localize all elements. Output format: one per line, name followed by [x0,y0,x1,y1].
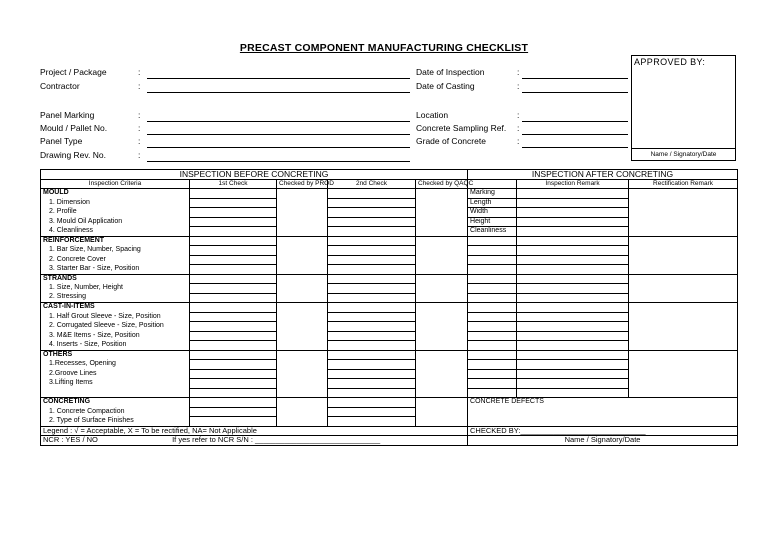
colon: : [517,110,520,120]
table-row [41,255,738,265]
colon: : [138,81,141,91]
contractor-field[interactable] [147,92,410,93]
section-reinforcement: REINFORCEMENT [41,236,190,246]
panel-type-label: Panel Type [40,136,83,146]
table-row [41,293,738,303]
remark-cell[interactable] [517,322,629,332]
signatory: Name / Signatory/Date [468,436,738,446]
criteria-item: 2. Concrete Cover [41,255,190,265]
table-row [41,189,738,199]
criteria-item: 2. Stressing [41,293,190,303]
table-row [41,417,738,427]
remark-cell[interactable] [517,331,629,341]
section-concreting: CONCRETING [41,398,190,408]
remark-cell[interactable] [517,293,629,303]
location-label: Location [416,110,449,120]
colon: : [138,136,141,146]
remark-cell[interactable] [517,227,629,237]
table-row [41,265,738,275]
check2-cell[interactable] [328,217,416,227]
colon: : [517,67,520,77]
mould-pallet-field[interactable] [147,134,410,135]
check1-cell[interactable] [190,208,277,218]
table-row [41,198,738,208]
qaqc-cell[interactable] [416,189,468,199]
table-row [41,341,738,351]
check2-cell[interactable] [328,360,416,370]
remark-cell[interactable] [517,265,629,275]
panel-marking-field[interactable] [147,121,410,122]
remark-cell[interactable] [517,208,629,218]
checked-by[interactable]: CHECKED BY:______________________________ [468,426,738,436]
check2-cell[interactable] [328,293,416,303]
after-item: Length [468,198,517,208]
check2-cell[interactable] [328,246,416,256]
drawing-rev-field[interactable] [147,161,410,162]
colon: : [138,110,141,120]
col-blank [468,179,517,189]
group-before-header: INSPECTION BEFORE CONCRETING [41,170,468,180]
criteria-item: 1.Recesses, Opening [41,360,190,370]
remark-cell[interactable] [517,388,629,398]
criteria-item: 3. M&E Items - Size, Position [41,331,190,341]
check2-cell[interactable] [328,388,416,398]
prod-cell[interactable] [277,189,328,199]
group-after-header: INSPECTION AFTER CONCRETING [468,170,738,180]
check1-cell[interactable] [190,265,277,275]
criteria-item: 3. Starter Bar - Size, Position [41,265,190,275]
remark-cell[interactable] [517,189,629,199]
remark-cell[interactable] [517,369,629,379]
criteria-item: 1. Dimension [41,198,190,208]
criteria-item: 2. Type of Surface Finishes [41,417,190,427]
check2-cell[interactable] [328,208,416,218]
check2-cell[interactable] [328,379,416,389]
defects-field[interactable] [468,407,738,417]
date-casting-label: Date of Casting [416,81,475,91]
criteria-item: 2.Groove Lines [41,369,190,379]
table-row [41,322,738,332]
after-item: Width [468,208,517,218]
remark-cell[interactable] [517,255,629,265]
criteria-item: 1. Half Grout Sleeve - Size, Position [41,312,190,322]
check1-cell[interactable] [190,189,277,199]
remark-cell[interactable] [517,312,629,322]
check2-cell[interactable] [328,189,416,199]
check2-cell[interactable] [328,369,416,379]
table-row [41,369,738,379]
project-field[interactable] [147,78,410,79]
criteria-item: 2. Corrugated Sleeve - Size, Position [41,322,190,332]
legend: Legend : √ = Acceptable, X = To be rectified, NA= Not Applicable [41,426,468,436]
remark-cell[interactable] [517,360,629,370]
check2-cell[interactable] [328,407,416,417]
col-check1: 1st Check [190,179,277,189]
approved-box [631,55,736,161]
panel-type-field[interactable] [147,147,410,148]
remark-cell[interactable] [517,198,629,208]
table-row [41,331,738,341]
check2-cell[interactable] [328,312,416,322]
table-row [41,379,738,389]
criteria-item: 1. Concrete Compaction [41,407,190,417]
col-check2: 2nd Check [328,179,416,189]
after-item: Cleanliness [468,227,517,237]
date-casting-field[interactable] [522,92,628,93]
approved-footer: Name / Signatory/Date [650,151,717,158]
criteria-item: 3.Lifting Items [41,379,190,389]
col-rect: Rectification Remark [629,179,738,189]
table-row [41,312,738,322]
ncr-ref[interactable]: If yes refer to NCR S/N : ______________________________ [172,435,381,444]
check2-cell[interactable] [328,198,416,208]
grade-concrete-field[interactable] [522,147,628,148]
table-row [41,350,738,360]
table-row [41,246,738,256]
date-inspection-label: Date of Inspection [416,67,485,77]
contractor-label: Contractor [40,81,80,91]
table-row [41,227,738,237]
check1-cell[interactable] [190,379,277,389]
remark-cell[interactable] [517,379,629,389]
check1-cell[interactable] [190,293,277,303]
rect-cell[interactable] [629,189,738,199]
criteria-item: 3. Mould Oil Application [41,217,190,227]
check2-cell[interactable] [328,284,416,294]
check2-cell[interactable] [328,227,416,237]
check1-cell[interactable] [190,407,277,417]
drawing-rev-label: Drawing Rev. No. [40,150,106,160]
remark-cell[interactable] [517,217,629,227]
check2-cell[interactable] [328,341,416,351]
remark-cell[interactable] [517,341,629,351]
grade-concrete-label: Grade of Concrete [416,136,486,146]
table-row [41,398,738,408]
table-row [41,407,738,417]
check1-cell[interactable] [190,417,277,427]
col-qaqc: Checked by QAQC [416,179,468,189]
table-row [41,303,738,313]
check1-cell[interactable] [190,198,277,208]
colon: : [517,81,520,91]
inspection-table [40,169,738,446]
check2-cell[interactable] [328,265,416,275]
check2-cell[interactable] [328,322,416,332]
check2-cell[interactable] [328,417,416,427]
section-cast-in: CAST-IN-ITEMS [41,303,190,313]
table-row [41,388,738,398]
remark-cell[interactable] [517,284,629,294]
approved-label: APPROVED BY: [634,57,706,67]
table-row [41,360,738,370]
check1-cell[interactable] [190,312,277,322]
check1-cell[interactable] [190,331,277,341]
section-strands: STRANDS [41,274,190,284]
panel-marking-label: Panel Marking [40,110,95,120]
colon: : [517,136,520,146]
table-row [41,208,738,218]
colon: : [517,123,520,133]
criteria-item: 4. Inserts - Size, Position [41,341,190,351]
table-row [41,274,738,284]
check1-cell[interactable] [190,360,277,370]
approved-divider [632,148,735,149]
check1-cell[interactable] [190,322,277,332]
table-row [41,236,738,246]
col-criteria: Inspection Criteria [41,179,190,189]
check1-cell[interactable] [190,246,277,256]
table-row [41,217,738,227]
check1-cell[interactable] [190,369,277,379]
after-item: Height [468,217,517,227]
section-others: OTHERS [41,350,190,360]
check1-cell[interactable] [190,255,277,265]
ncr-label: NCR : YES / NO [43,435,98,444]
colon: : [138,150,141,160]
colon: : [138,67,141,77]
check1-cell[interactable] [190,217,277,227]
check1-cell[interactable] [190,388,277,398]
concrete-defects: CONCRETE DEFECTS [468,398,738,408]
date-inspection-field[interactable] [522,78,628,79]
col-remark: Inspection Remark [517,179,629,189]
criteria-item: 1. Size, Number, Height [41,284,190,294]
table-row [41,436,738,446]
table-row [41,284,738,294]
project-label: Project / Package [40,67,107,77]
check1-cell[interactable] [190,341,277,351]
criteria-item: 2. Profile [41,208,190,218]
check1-cell[interactable] [190,284,277,294]
page-title: PRECAST COMPONENT MANUFACTURING CHECKLIST [239,42,529,54]
colon: : [138,123,141,133]
criteria-item: 4. Cleanliness [41,227,190,237]
col-prod: Checked by PROD [277,179,328,189]
section-mould: MOULD [41,189,190,199]
after-item: Marking [468,189,517,199]
check2-cell[interactable] [328,331,416,341]
check1-cell[interactable] [190,227,277,237]
sampling-ref-label: Concrete Sampling Ref. [416,123,507,133]
location-field[interactable] [522,121,628,122]
mould-pallet-label: Mould / Pallet No. [40,123,108,133]
remark-cell[interactable] [517,246,629,256]
sampling-ref-field[interactable] [522,134,628,135]
criteria-item: 1. Bar Size, Number, Spacing [41,246,190,256]
check2-cell[interactable] [328,255,416,265]
